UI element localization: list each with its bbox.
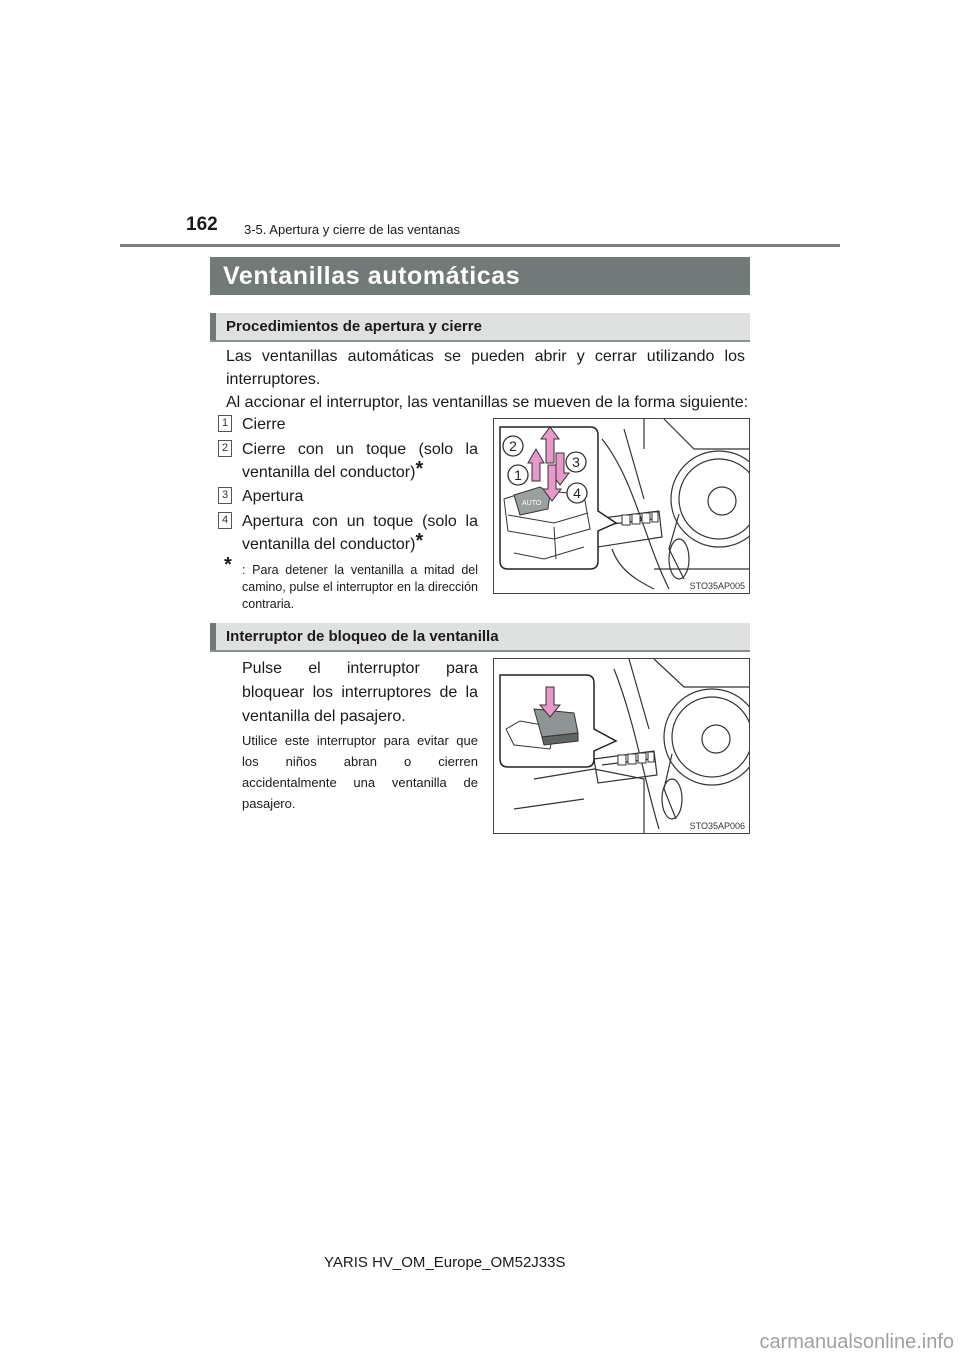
- header-rule: [120, 244, 840, 247]
- callout-2: 2: [509, 438, 517, 454]
- window-switch-illustration: [494, 419, 749, 593]
- callout-3: 3: [572, 454, 580, 470]
- auto-label: AUTO: [522, 500, 542, 507]
- footnote: * : Para detener la ventanilla a mitad del camino, pulse el interruptor en la dirección contraria.: [224, 554, 478, 611]
- number-badge: 3: [218, 487, 232, 504]
- intro-paragraph: Las ventanillas automáticas se pueden abrir y cerrar utilizando los interruptores.: [226, 348, 745, 388]
- lock-note: Utilice este interruptor para evitar que los niños abran o cierren accidentalmente una ventanilla de pasajero.: [242, 733, 478, 811]
- callout-4: 4: [573, 485, 581, 501]
- list-item-text: Cierre con un toque (solo la ventanilla del conductor)*: [242, 441, 478, 481]
- footer-manual-id: YARIS HV_OM_Europe_OM52J33S: [324, 1254, 566, 1271]
- callout-1: 1: [514, 467, 522, 483]
- intro-paragraph-2: Al accionar el interruptor, las ventanillas se mueven de la forma siguiente:: [226, 394, 749, 411]
- list-item-text: Apertura: [242, 488, 304, 505]
- figure-code: STO35AP006: [689, 821, 745, 831]
- figure-lock-switch: [493, 658, 750, 834]
- figure-code: STO35AP005: [689, 581, 745, 591]
- watermark: carmanualsonline.info: [759, 1331, 954, 1353]
- section-title: 3-5. Apertura y cierre de las ventanas: [244, 222, 461, 237]
- list-item-text: Apertura con un toque (solo la ventanilla del conductor)*: [242, 513, 478, 553]
- subhead-bloqueo: Interruptor de bloqueo de la ventanilla: [210, 623, 750, 650]
- subhead-procedimientos: Procedimientos de apertura y cierre: [210, 313, 750, 340]
- number-badge: 2: [218, 440, 232, 457]
- list-item-text: Cierre: [242, 416, 286, 433]
- lock-switch-illustration: [494, 659, 749, 833]
- page-number: 162: [186, 214, 218, 235]
- main-title: Ventanillas automáticas: [210, 257, 750, 295]
- number-badge: 4: [218, 512, 232, 529]
- number-badge: 1: [218, 415, 232, 432]
- lock-paragraph: Pulse el interruptor para bloquear los interruptores de la ventanilla del pasajero.: [242, 660, 478, 725]
- figure-window-switch: [493, 418, 750, 594]
